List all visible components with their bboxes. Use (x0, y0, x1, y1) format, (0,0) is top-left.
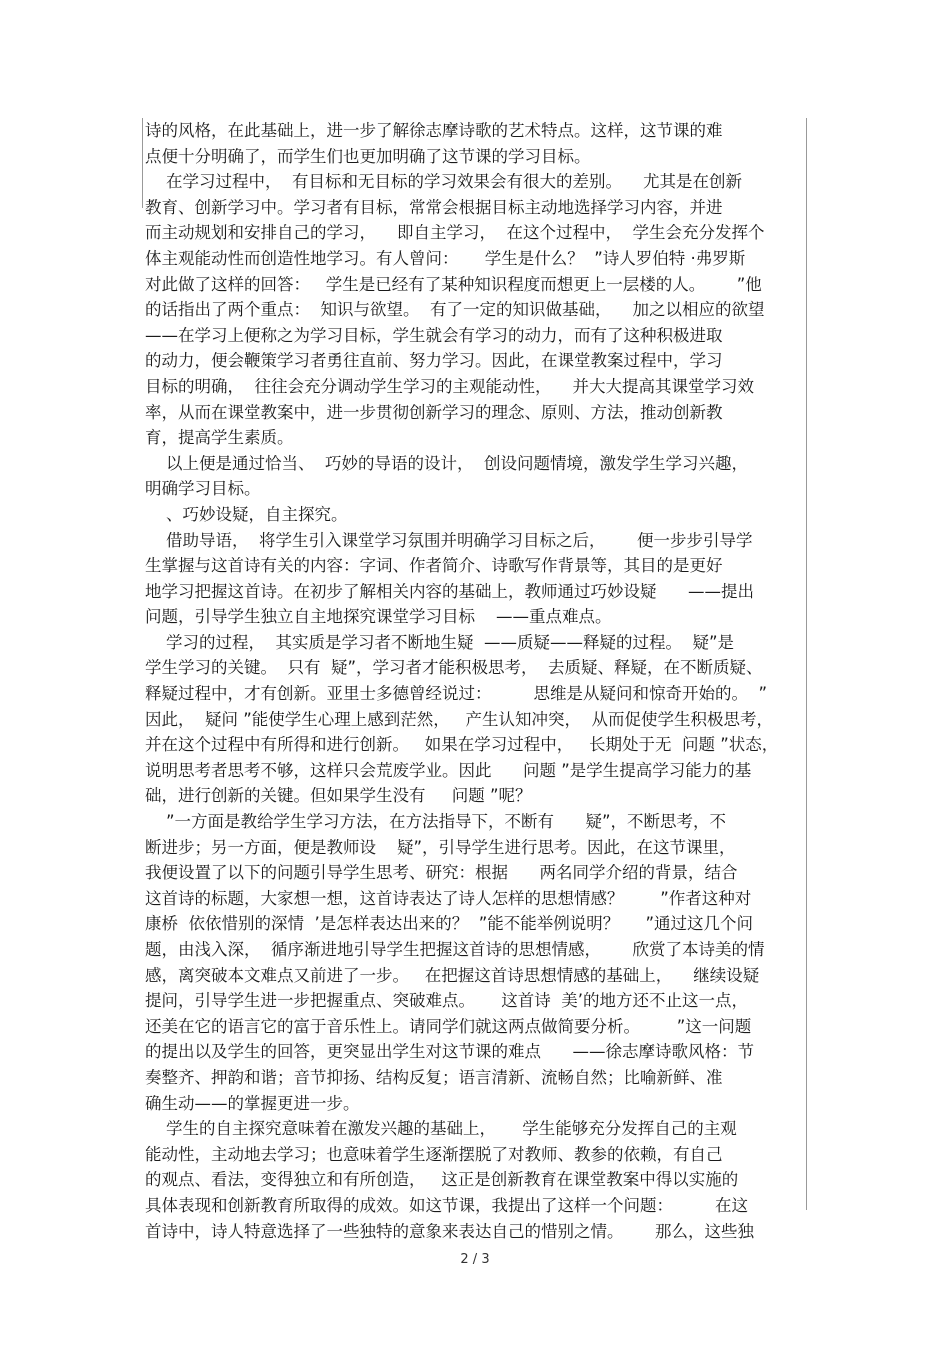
body-text (145, 118, 805, 1244)
text-line: 明确学习目标。 (145, 479, 261, 499)
text-line: ”一方面是教给学生学习方法，在方法指导下，不断有 疑”，不断思考，不 (145, 812, 727, 832)
text-line: 感，离突破本文难点又前进了一步。 在把握这首诗思想情感的基础上， 继续设疑 (145, 965, 760, 985)
text-line: 的提出以及学生的回答，更突显出学生对这节课的难点 ——徐志摩诗歌风格：节 (145, 1042, 754, 1062)
text-line: 具体表现和创新教育所取得的成效。如这节课，我提出了这样一个问题： 在这 (145, 1195, 748, 1215)
text-line: 的观点、看法，变得独立和有所创造， 这正是创新教育在课堂教案中得以实施的 (145, 1170, 739, 1190)
text-line: 地学习把握这首诗。在初步了解相关内容的基础上，教师通过巧妙设疑 ——提出 (145, 581, 754, 601)
text-line: 学生的自主探究意味着在激发兴趣的基础上， 学生能够充分发挥自己的主观 (145, 1119, 737, 1139)
text-line: 能动性，主动地去学习；也意味着学生逐渐摆脱了对教师、教参的依赖，有自己 (145, 1144, 723, 1164)
text-line: 断进步；另一方面，便是教师设 疑”，引导学生进行思考。因此，在这节课里， (145, 837, 736, 857)
text-line: 体主观能动性而创造性地学习。有人曾问： 学生是什么？ ”诗人罗伯特 ·弗罗斯 (145, 248, 746, 268)
text-line: 奏整齐、押韵和谐；音节抑扬、结构反复；语言清新、流畅自然；比喻新鲜、准 (145, 1067, 723, 1087)
left-margin-rule (142, 118, 143, 208)
text-line: 康桥 依依惜别的深情 ’是怎样表达出来的？ ”能不能举例说明？ ”通过这几个问 (145, 914, 754, 934)
text-line: 在学习过程中， 有目标和无目标的学习效果会有很大的差别。 尤其是在创新 (145, 172, 742, 192)
text-line: 释疑过程中，才有创新。亚里士多德曾经说过： 思维是从疑问和惊奇开始的。 ” (145, 684, 767, 704)
text-line: 学生学习的关键。 只有 疑”，学习者才能积极思考， 去质疑、释疑，在不断质疑、 (145, 658, 763, 678)
text-line: ——在学习上便称之为学习目标，学生就会有学习的动力，而有了这种积极进取 (145, 325, 723, 345)
text-line: 诗的风格，在此基础上，进一步了解徐志摩诗歌的艺术特点。这样，这节课的难 (145, 121, 723, 140)
text-line: 的动力，便会鞭策学习者勇往直前、努力学习。因此，在课堂教案过程中，学习 (145, 351, 723, 371)
text-line: 生掌握与这首诗有关的内容：字词、作者简介、诗歌写作背景等，其目的是更好 (145, 556, 723, 576)
text-line: 确生动——的掌握更进一步。 (145, 1093, 360, 1113)
text-line: 提问，引导学生进一步把握重点、突破难点。 这首诗 美’的地方还不止这一点， (145, 991, 748, 1011)
text-line: 以上便是通过恰当、 巧妙的导语的设计， 创设问题情境，激发学生学习兴趣， (145, 453, 748, 473)
text-line: 对此做了这样的回答： 学生是已经有了某种知识程度而想更上一层楼的人。 ”他 (145, 274, 762, 294)
text-line: 这首诗的标题，大家想一想，这首诗表达了诗人怎样的思想情感？ ”作者这种对 (145, 888, 752, 908)
text-line: 问题，引导学生独立自主地探究课堂学习目标 ——重点难点。 (145, 607, 612, 627)
text-line: 、巧妙设疑，自主探究。 (145, 504, 348, 524)
text-line: 还美在它的语言它的富于音乐性上。请同学们就这两点做简要分析。 ”这一问题 (145, 1016, 752, 1036)
text-line: 而主动规划和安排自己的学习， 即自主学习， 在这个过程中， 学生会充分发挥个 (145, 223, 765, 243)
text-line: 因此， 疑问 ”能使学生心理上感到茫然， 产生认知冲突， 从而促使学生积极思考， (145, 709, 774, 729)
right-margin-rule (806, 118, 807, 1210)
text-line: 说明思考者思考不够，这样只会荒废学业。因此 问题 ”是学生提高学习能力的基 (145, 760, 752, 780)
text-line: 的话指出了两个重点： 知识与欲望。 有了一定的知识做基础， 加之以相应的欲望 (145, 300, 765, 320)
text-line: 目标的明确， 往往会充分调动学生学习的主观能动性， 并大大提高其课堂学习效 (145, 376, 754, 396)
text-line: 题，由浅入深， 循序渐进地引导学生把握这首诗的思想情感， 欣赏了本诗美的情 (145, 940, 765, 959)
text-line: 并在这个过程中有所得和进行创新。 如果在学习过程中， 长期处于无 问题 ”状态， (145, 735, 779, 755)
text-line: 首诗中，诗人特意选择了一些独特的意象来表达自己的惜别之情。 那么，这些独 (145, 1221, 754, 1241)
text-line: 教育、创新学习中。学习者有目标，常常会根据目标主动地选择学习内容，并进 (145, 197, 723, 217)
text-line: 点便十分明确了，而学生们也更加明确了这节课的学习目标。 (145, 146, 591, 166)
text-line: 我便设置了以下的问题引导学生思考、研究：根据 两名同学介绍的背景，结合 (145, 863, 738, 883)
text-line: 础，进行创新的关键。但如果学生没有 问题 ”呢？ (145, 786, 532, 806)
text-line: 学习的过程， 其实质是学习者不断地生疑 ——质疑——释疑的过程。 疑”是 (145, 632, 734, 652)
page-number: 2 / 3 (460, 1252, 490, 1267)
text-line: 育，提高学生素质。 (145, 428, 294, 448)
text-line: 借助导语， 将学生引入课堂学习氛围并明确学习目标之后， 便一步步引导学 (145, 530, 753, 550)
text-line: 率，从而在课堂教案中，进一步贯彻创新学习的理念、原则、方法，推动创新教 (145, 402, 723, 422)
